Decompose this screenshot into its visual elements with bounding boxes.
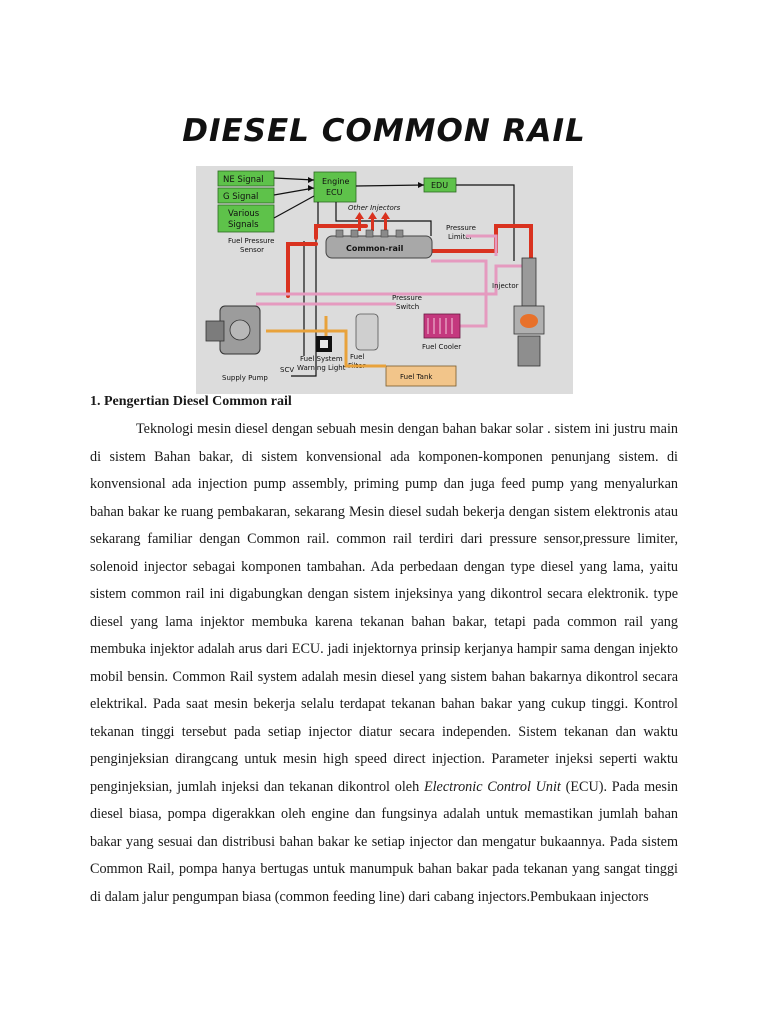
fuel-system-warning-label-1: Fuel System	[300, 355, 343, 363]
engine-ecu-label-2: ECU	[326, 188, 343, 197]
fuel-pump-icon	[320, 340, 328, 348]
ne-signal-label: NE Signal	[223, 175, 264, 185]
page-title: DIESEL COMMON RAIL	[182, 113, 586, 149]
engine-ecu-label-1: Engine	[322, 177, 350, 186]
fuel-cooler-label: Fuel Cooler	[422, 343, 462, 351]
injector-body	[522, 258, 536, 306]
fuel-filter-label-2: Filter	[348, 362, 366, 370]
pressure-switch-label-2: Switch	[396, 303, 420, 311]
pressure-limiter-label-2: Limiter	[448, 233, 473, 241]
various-signals-label-2: Signals	[228, 220, 259, 230]
g-signal-label: G Signal	[223, 192, 259, 202]
piston	[518, 336, 540, 366]
scv-label: SCV	[280, 366, 295, 374]
fuel-system-warning-label-2: Warning Light	[297, 364, 346, 372]
fuel-pressure-sensor-label-2: Sensor	[240, 246, 264, 254]
paragraph-text-part-1: Teknologi mesin diesel dengan sebuah mesin dengan bahan bakar solar . sistem ini justru main di sistem Bahan bakar, di sistem konvensional ada komponen-komponen penunjang sistem. di konvensional ada injection pump assembly, priming pump dan juga feed pump yang menyalurkan bahan bakar ke ruang pembakaran, sekarang Mesin diesel sudah bekerja dengan sistem elektronis atau sekarang familiar dengan Common rail. common rail terdiri dari pressure sensor,pressure limiter, solenoid injector sebagai komponen tambahan. Ada perbedaan dengan type diesel yang lama, yaitu sistem common rail ini digabungkan dengan sistem injeksinya yang dikontrol secara elektronik. type diesel yang lama injektor membuka karena tekanan bahan bakar, tetapi pada common rail yang membuka injektor adalah arus dari ECU. jadi injektornya prinsip kerjanya hampir sama dengan injekto mobil bensin. Common Rail system adalah mesin diesel yang sistem bahan bakarnya dikontrol secara elektrikal. Pada saat mesin bekerja selalu terdapat tekanan bahan bakar yang cukup tinggi. Kontrol tekanan tinggi tersebut pada setiap injector diatur secara independen. Sistem tekanan dan waktu penginjeksian dirangcang untuk mesin high speed direct injection. Parameter injeksi seperti waktu penginjeksian, jumlah injeksi dan tekanan dikontrol oleh	[90, 421, 678, 795]
pressure-limiter-label-1: Pressure	[446, 224, 476, 232]
other-injectors-label: Other Injectors	[348, 204, 401, 212]
fuel-cooler	[424, 314, 460, 338]
pressure-switch-label-1: Pressure	[392, 294, 422, 302]
body-paragraph	[90, 416, 678, 911]
fuel-filter-label-1: Fuel	[350, 353, 365, 361]
combustion-flame	[520, 314, 538, 328]
fuel-pressure-sensor-label-1: Fuel Pressure	[228, 237, 275, 245]
paragraph-text-part-2: (ECU). Pada mesin diesel biasa, pompa digerakkan oleh engine dan fungsinya adalah untuk memastikan jumlah bahan bakar yang sesuai dan distribusi bahan bakar ke setiap injector dan mengatur bukaannya. Pada sistem Common Rail, pompa hanya bertugas untuk manumpuk bahan bakar pada tekanan yang sangat tinggi di dalam jalur pengumpan biasa (common feeding line) dari cabang injectors.Pembukaan injectors	[90, 778, 678, 905]
edu-label: EDU	[431, 181, 449, 190]
section-heading: 1. Pengertian Diesel Common rail	[90, 394, 292, 409]
ecu-italic-term: Electronic Control Unit	[423, 778, 561, 795]
other-injectors-arrows	[355, 212, 390, 231]
fuel-tank-label: Fuel Tank	[400, 373, 433, 381]
common-rail-label: Common-rail	[346, 244, 404, 253]
common-rail-diagram	[196, 166, 573, 394]
supply-pump-label: Supply Pump	[222, 374, 268, 382]
fuel-filter	[356, 314, 378, 350]
various-signals-label-1: Various	[228, 209, 260, 219]
injector-label: Injector	[492, 282, 519, 290]
